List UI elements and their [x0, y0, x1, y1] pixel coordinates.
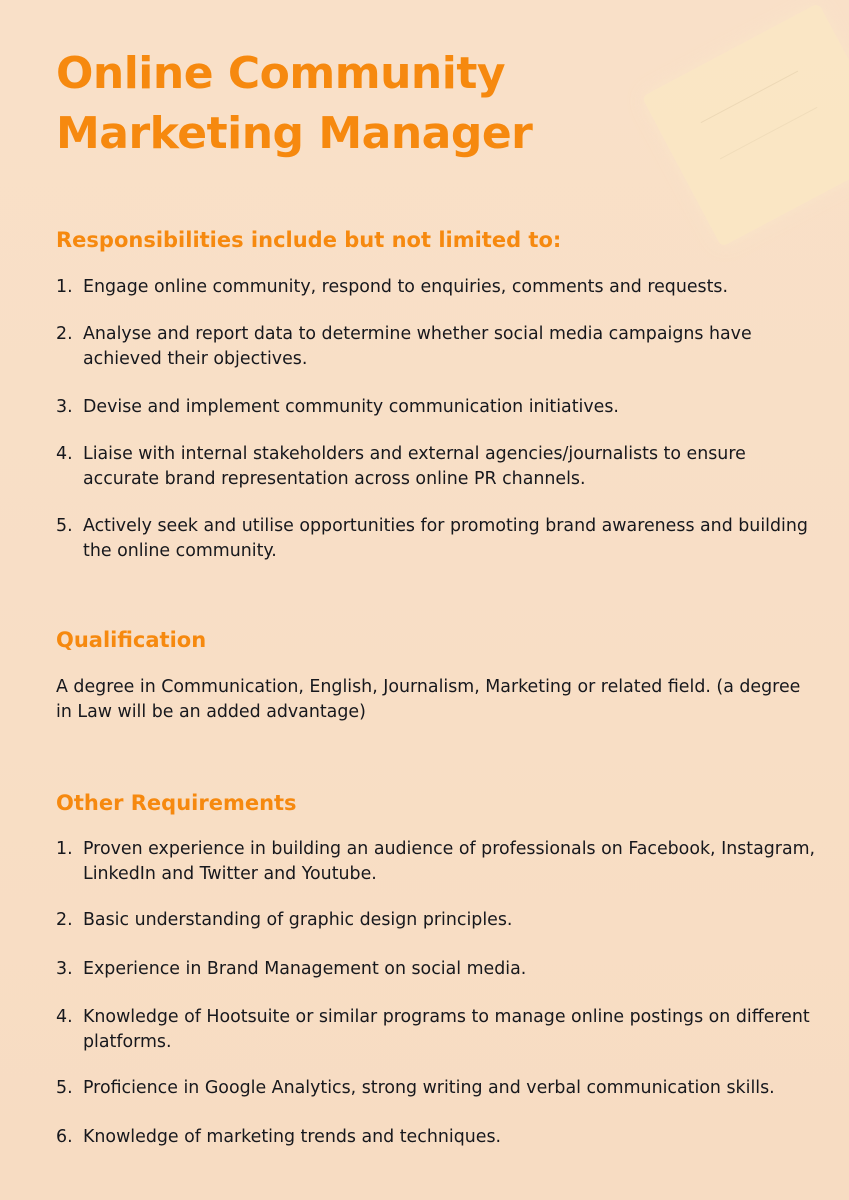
other-requirements-heading: Other Requirements [56, 791, 297, 815]
item-text: Basic understanding of graphic design principles. [83, 910, 513, 930]
item-number: 5. [56, 516, 73, 536]
item-text: Liaise with internal stakeholders and external agencies/journalists to ensure accurate brand representation across online PR channels. [83, 444, 746, 489]
item-number: 2. [56, 324, 73, 344]
item-number: 3. [56, 959, 73, 979]
item-number: 3. [56, 397, 73, 417]
responsibilities-heading: Responsibilities include but not limited to: [56, 228, 562, 252]
item-number: 5. [56, 1078, 73, 1098]
list-item [56, 1005, 816, 1055]
item-text: Analyse and report data to determine whether social media campaigns have achieved their objectives. [83, 324, 752, 369]
decorative-paper-graphic [642, 3, 849, 247]
item-number: 1. [56, 839, 73, 859]
item-number: 2. [56, 910, 73, 930]
item-text: Experience in Brand Management on social media. [83, 959, 527, 979]
title-line-2: Marketing Manager [56, 108, 533, 159]
item-text: Knowledge of marketing trends and techniques. [83, 1127, 502, 1147]
item-number: 6. [56, 1127, 73, 1147]
item-text: Proven experience in building an audience of professionals on Facebook, Instagram, LinkedIn and Twitter and Youtube. [83, 839, 816, 884]
list-item [56, 395, 816, 420]
list-item [56, 275, 816, 300]
item-number: 4. [56, 444, 73, 464]
item-text: Devise and implement community communication initiatives. [83, 397, 619, 417]
page-title [56, 44, 656, 164]
list-item [56, 442, 816, 492]
list-item [56, 322, 816, 372]
item-text: Knowledge of Hootsuite or similar programs to manage online postings on different platforms. [83, 1007, 810, 1052]
item-number: 4. [56, 1007, 73, 1027]
list-item [56, 514, 816, 564]
item-number: 1. [56, 277, 73, 297]
list-item [56, 908, 816, 933]
title-line-1: Online Community [56, 48, 506, 99]
qualification-text: A degree in Communication, English, Journalism, Marketing or related field. (a degree in Law will be an added advantage) [56, 677, 801, 722]
list-item [56, 1125, 816, 1150]
item-text: Engage online community, respond to enquiries, comments and requests. [83, 277, 729, 297]
qualification-heading: Qualification [56, 628, 207, 652]
item-text: Actively seek and utilise opportunities for promoting brand awareness and building the online community. [83, 516, 808, 561]
item-text: Proficience in Google Analytics, strong writing and verbal communication skills. [83, 1078, 775, 1098]
list-item [56, 837, 816, 887]
list-item [56, 957, 816, 982]
list-item [56, 1076, 816, 1101]
